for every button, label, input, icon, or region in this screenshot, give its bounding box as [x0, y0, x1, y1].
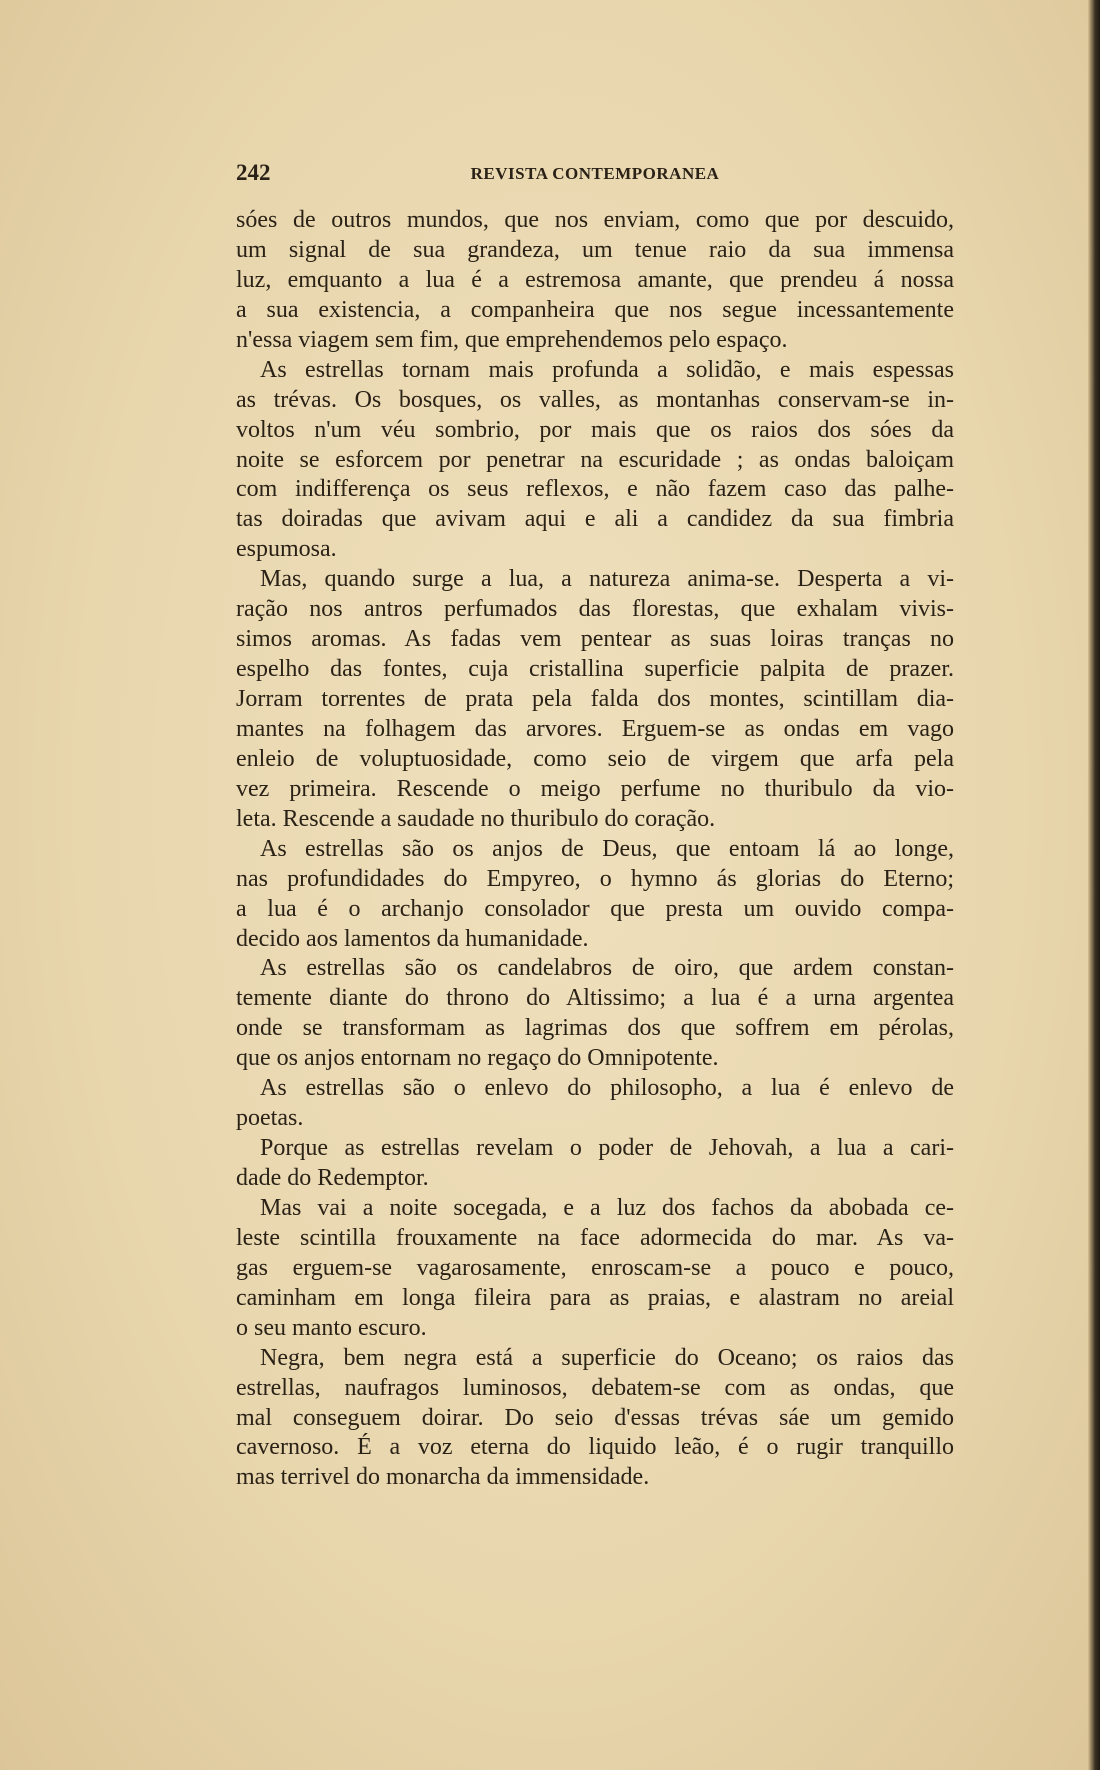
page-header — [236, 160, 954, 190]
text-line: mas terrivel do monarcha da immensidade. — [236, 1464, 650, 1491]
paragraph — [236, 356, 954, 566]
text-line: ração nos antros perfumados das florestas, que exhalam vivis- — [236, 596, 954, 623]
paragraph — [236, 1074, 954, 1134]
text-line: tas doiradas que avivam aqui e ali a candidez da sua fimbria — [236, 506, 954, 533]
text-line: onde se transformam as lagrimas dos que soffrem em pérolas, — [236, 1015, 954, 1042]
text-line: decido aos lamentos da humanidade. — [236, 925, 589, 952]
page-edge — [1088, 0, 1100, 1770]
text-line: sóes de outros mundos, que nos enviam, como que por descuido, — [236, 207, 954, 233]
paragraph — [236, 206, 954, 356]
paragraph — [236, 1194, 954, 1344]
text-line: Negra, bem negra está a superficie do Oceano; os raios das — [260, 1344, 954, 1371]
text-line: luz, emquanto a lua é a estremosa amante, que prendeu á nossa — [236, 266, 954, 293]
paragraph — [236, 1134, 954, 1194]
text-line: voltos n'um véu sombrio, por mais que os raios dos sóes da — [236, 416, 954, 443]
text-line: mal conseguem doirar. Do seio d'essas trévas sáe um gemido — [236, 1404, 954, 1431]
text-line: Mas, quando surge a lua, a natureza anima-se. Desperta a vi- — [260, 566, 954, 593]
text-line: Porque as estrellas revelam o poder de Jehovah, a lua a cari- — [260, 1135, 954, 1162]
paragraph — [236, 565, 954, 834]
text-line: caminham em longa fileira para as praias, e alastram no areial — [236, 1284, 954, 1311]
text-line: estrellas, naufragos luminosos, debatem-se com as ondas, que — [236, 1374, 954, 1401]
text-line: a sua existencia, a companheira que nos segue incessantemente — [236, 296, 954, 323]
paragraph — [236, 835, 954, 955]
text-line: noite se esforcem por penetrar na escuridade ; as ondas baloiçam — [236, 446, 954, 473]
text-line: o seu manto escuro. — [236, 1314, 427, 1341]
text-line: n'essa viagem sem fim, que emprehendemos pelo espaço. — [236, 326, 788, 353]
text-line: dade do Redemptor. — [236, 1165, 429, 1191]
paragraph — [236, 1344, 954, 1494]
text-line: espumosa. — [236, 536, 337, 563]
text-line: simos aromas. As fadas vem pentear as suas loiras tranças no — [236, 626, 954, 653]
page-body — [236, 206, 954, 1493]
text-line: gas erguem-se vagarosamente, enroscam-se a pouco e pouco, — [236, 1254, 954, 1281]
text-line: As estrellas tornam mais profunda a solidão, e mais espessas — [260, 356, 954, 383]
text-line: mantes na folhagem das arvores. Erguem-se as ondas em vago — [236, 715, 954, 742]
text-line: cavernoso. É a voz eterna do liquido leão, é o rugir tranquillo — [236, 1434, 954, 1461]
text-line: poetas. — [236, 1105, 304, 1132]
text-line: que os anjos entornam no regaço do Omnipotente. — [236, 1045, 719, 1072]
text-line: Mas vai a noite socegada, e a luz dos fachos da abobada ce- — [260, 1194, 954, 1221]
text-line: com indifferença os seus reflexos, e não fazem caso das palhe- — [236, 476, 954, 503]
text-line: vez primeira. Rescende o meigo perfume no thuribulo da vio- — [236, 775, 954, 802]
text-line: espelho das fontes, cuja cristallina superficie palpita de prazer. — [236, 656, 954, 683]
text-line: leta. Rescende a saudade no thuribulo do coração. — [236, 805, 716, 832]
page-number: 242 — [236, 160, 271, 185]
text-line: As estrellas são os candelabros de oiro, que ardem constan- — [260, 955, 954, 982]
text-line: As estrellas são o enlevo do philosopho, a lua é enlevo de — [260, 1075, 954, 1102]
running-title: REVISTA CONTEMPORANEA — [470, 164, 720, 183]
text-line: enleio de voluptuosidade, como seio de virgem que arfa pela — [236, 745, 954, 772]
text-line: Jorram torrentes de prata pela falda dos montes, scintillam dia- — [236, 686, 954, 712]
text-line: a lua é o archanjo consolador que presta um ouvido compa- — [236, 895, 954, 922]
text-line: um signal de sua grandeza, um tenue raio da sua immensa — [236, 236, 954, 263]
paragraph — [236, 954, 954, 1074]
text-line: nas profundidades do Empyreo, o hymno ás glorias do Eterno; — [236, 865, 954, 892]
text-line: as trévas. Os bosques, os valles, as montanhas conservam-se in- — [236, 386, 954, 413]
text-line: leste scintilla frouxamente na face adormecida do mar. As va- — [236, 1224, 954, 1251]
text-line: As estrellas são os anjos de Deus, que entoam lá ao longe, — [260, 835, 954, 862]
text-line: temente diante do throno do Altissimo; a lua é a urna argentea — [236, 985, 954, 1012]
